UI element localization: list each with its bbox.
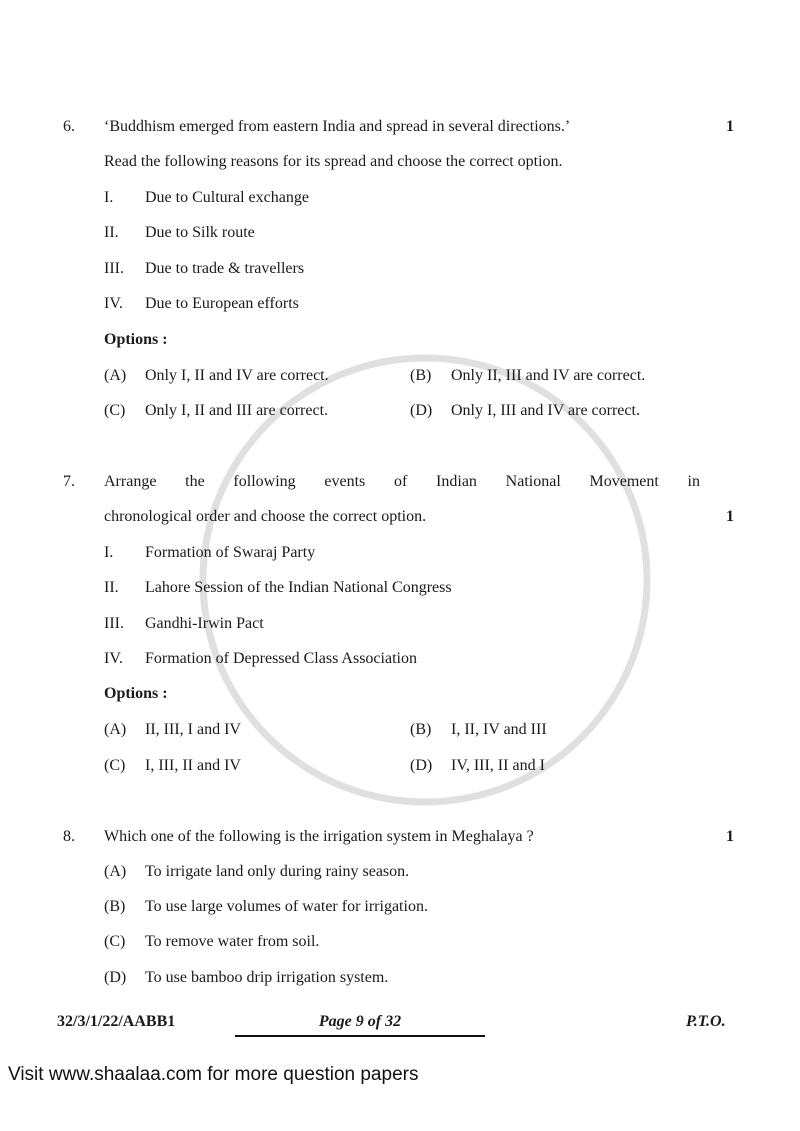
option-label: (B) [410,367,432,384]
question-text: Which one of the following is the irrigation system in Meghalaya ? [104,828,534,845]
paper-code: 32/3/1/22/AABB1 [57,1013,176,1030]
option-text: To use large volumes of water for irrigation. [145,898,428,915]
option-text: II, III, I and IV [145,721,241,738]
options-heading: Options : [104,685,168,702]
question-marks: 1 [726,828,734,845]
question-number: 7. [63,473,75,490]
question-marks: 1 [726,118,734,135]
statement-label: III. [104,615,124,632]
statement-label: I. [104,544,114,561]
statement-text: Due to Silk route [145,224,255,241]
option-label: (C) [104,402,126,419]
page-number: Page 9 of 32 [235,1013,485,1037]
option-label: (D) [410,757,433,774]
statement-text: Gandhi-Irwin Pact [145,615,264,632]
option-label: (C) [104,933,126,950]
question-text: chronological order and choose the correct option. [104,508,427,525]
statement-label: I. [104,189,114,206]
option-text: To use bamboo drip irrigation system. [145,969,389,986]
option-text: To remove water from soil. [145,933,320,950]
statement-label: IV. [104,295,123,312]
option-label: (B) [104,898,126,915]
question-number: 8. [63,828,75,845]
statement-label: IV. [104,650,123,667]
statement-text: Due to European efforts [145,295,299,312]
option-text: Only I, II and IV are correct. [145,367,329,384]
statement-label: III. [104,260,124,277]
option-label: (A) [104,367,127,384]
option-label: (B) [410,721,432,738]
option-text: I, III, II and IV [145,757,241,774]
question-text: Arrange the following events of Indian National Movement in [104,473,700,490]
question-marks: 1 [726,508,734,525]
statement-text: Lahore Session of the Indian National Congress [145,579,452,596]
question-number: 6. [63,118,75,135]
option-text: IV, III, II and I [451,757,545,774]
option-text: To irrigate land only during rainy season. [145,863,410,880]
statement-text: Due to trade & travellers [145,260,305,277]
statement-text: Formation of Swaraj Party [145,544,316,561]
visit-link[interactable]: Visit www.shaalaa.com for more question papers [8,1064,419,1085]
statement-label: II. [104,579,119,596]
statement-text: Due to Cultural exchange [145,189,309,206]
option-label: (D) [410,402,433,419]
statement-text: Formation of Depressed Class Association [145,650,417,667]
question-text: ‘Buddhism emerged from eastern India and spread in several directions.’ [104,118,571,135]
question-text: Read the following reasons for its spread and choose the correct option. [104,153,563,170]
option-label: (A) [104,721,127,738]
option-label: (A) [104,863,127,880]
options-heading: Options : [104,331,168,348]
option-text: Only I, III and IV are correct. [451,402,640,419]
option-text: Only I, II and III are correct. [145,402,329,419]
option-label: (D) [104,969,127,986]
pto-label: P.T.O. [686,1013,726,1030]
option-text: Only II, III and IV are correct. [451,367,646,384]
option-label: (C) [104,757,126,774]
option-text: I, II, IV and III [451,721,547,738]
statement-label: II. [104,224,119,241]
